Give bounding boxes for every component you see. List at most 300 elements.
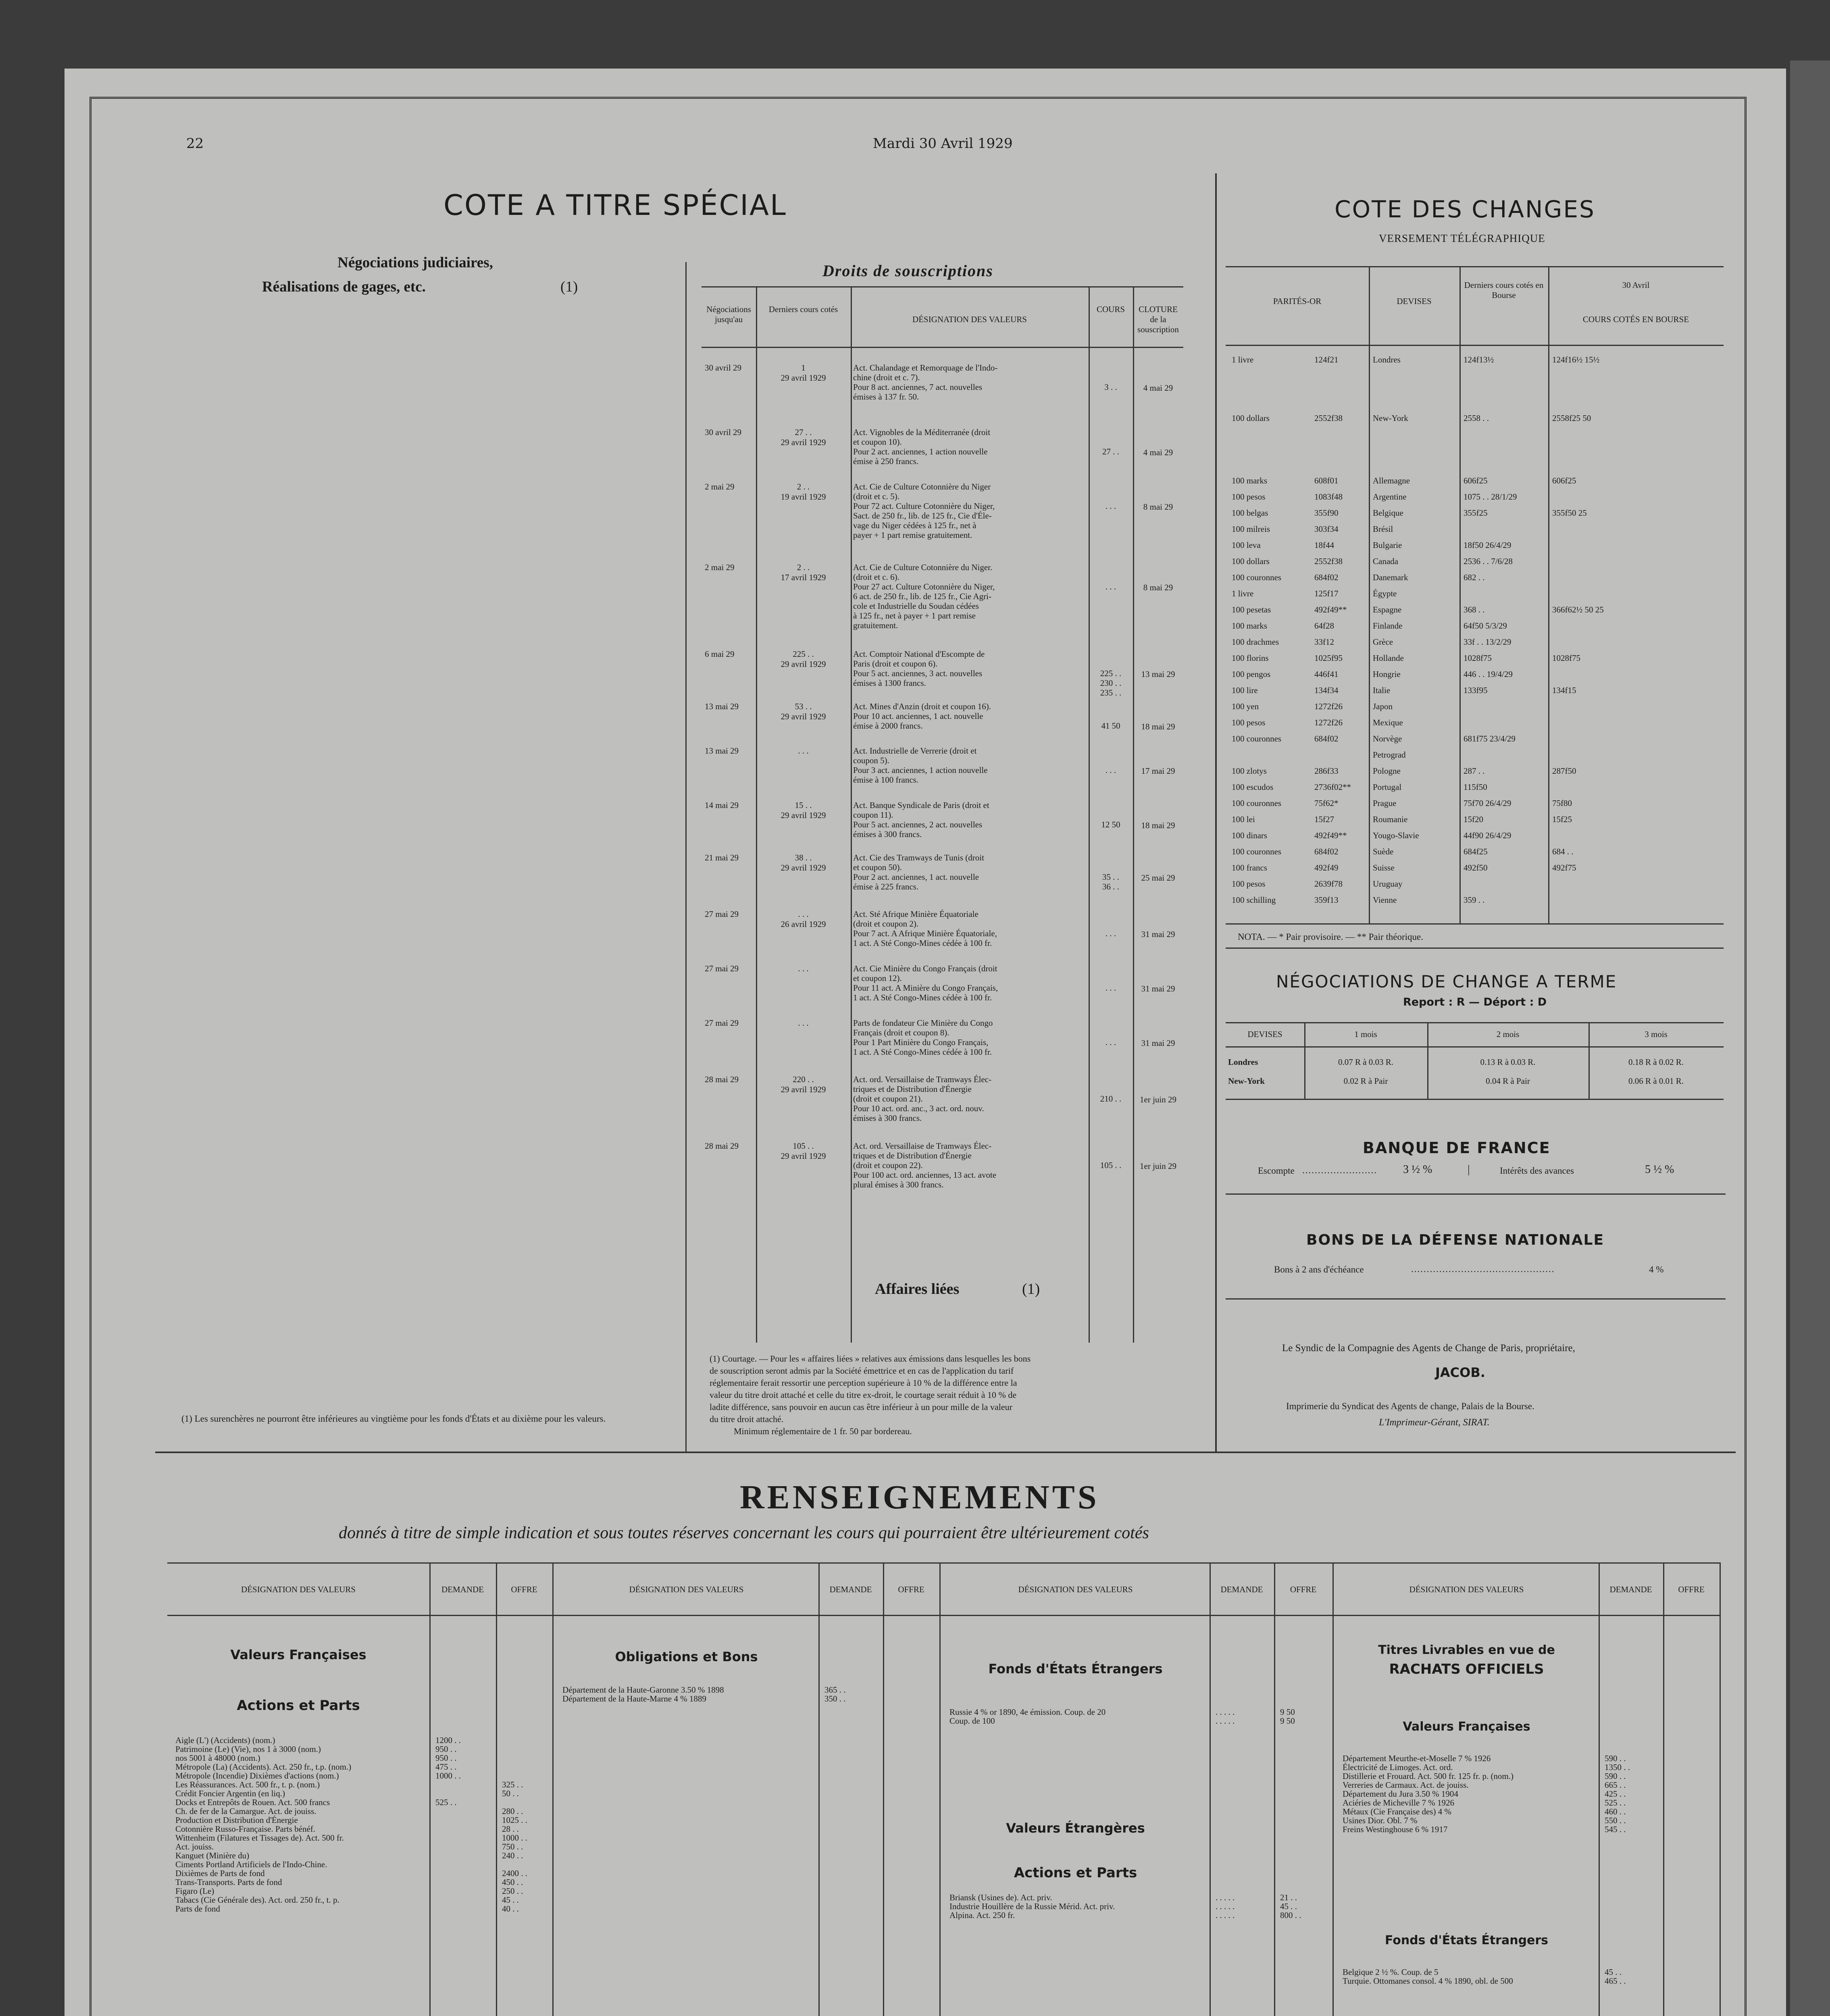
- rens-row-name: Département de la Haute-Garonne 3.50 % 1898: [562, 1685, 724, 1694]
- droits-row-designation: à 125 fr., net à payer + 1 part remise: [853, 611, 976, 621]
- rens-row-name: Verreries de Carmaux. Act. de jouiss.: [1343, 1781, 1469, 1789]
- changes-row-devise: Grèce: [1373, 637, 1393, 647]
- droits-row-designation: (droit et coupon 2).: [853, 919, 919, 929]
- rens-row-name: Distillerie et Frouard. Act. 500 fr. 125 fr. p. (nom.): [1343, 1772, 1514, 1781]
- negociations-heading-2: Réalisations de gages, etc.: [262, 279, 426, 295]
- changes-row-parity: 684f02: [1314, 847, 1339, 856]
- changes-row-cours: 366f62½ 50 25: [1552, 605, 1604, 614]
- droits-row-designation: Pour 1 Part Minière du Congo Français,: [853, 1037, 989, 1047]
- rens-col-rule: [1274, 1562, 1275, 2016]
- changes-row-last: 44f90 26/4/29: [1464, 831, 1511, 840]
- terme-row-1m: 0.02 R à Pair: [1343, 1076, 1388, 1086]
- changes-row-parity: 1272f26: [1314, 702, 1343, 711]
- changes-row-unit: 100 zlotys: [1232, 766, 1267, 776]
- rens-col-header: OFFRE: [511, 1585, 537, 1594]
- changes-row-unit: 1 livre: [1232, 589, 1254, 598]
- rens-col-header: DEMANDE: [1220, 1585, 1263, 1594]
- droits-row-designation: Act. Chalandage et Remorquage de l'Indo-: [853, 363, 998, 373]
- droits-row-last: . . .: [798, 964, 809, 973]
- changes-row-unit: 100 leva: [1232, 540, 1261, 550]
- changes-row-devise: Vienne: [1373, 895, 1397, 905]
- bons-title: BONS DE LA DÉFENSE NATIONALE: [1306, 1232, 1605, 1248]
- droits-row-last: 17 avril 1929: [781, 573, 826, 582]
- interets-label: Intérêts des avances: [1500, 1166, 1574, 1176]
- rens-section-heading: Valeurs Étrangères: [1006, 1820, 1145, 1836]
- changes-row-unit: 100 pesos: [1232, 492, 1266, 502]
- droits-row-close: 13 mai 29: [1141, 669, 1175, 679]
- rens-row-name: Act. jouiss.: [175, 1842, 214, 1851]
- droits-row-designation: Sact. de 250 fr., lib. de 125 fr., Cie d'Éle-: [853, 511, 992, 521]
- droits-row-cours: 230 . .: [1100, 678, 1122, 688]
- changes-row-cours: 606f25: [1552, 476, 1576, 485]
- changes-row-parity: 446f41: [1314, 669, 1339, 679]
- changes-col-rule: [1459, 266, 1461, 923]
- negociations-note: (1): [560, 279, 578, 295]
- divider-renseignements: [155, 1452, 1736, 1453]
- terme-row-devise: New-York: [1228, 1076, 1265, 1086]
- droits-row-designation: Act. Vignobles de la Méditerranée (droit: [853, 427, 991, 437]
- changes-row-parity: 15f27: [1314, 814, 1334, 824]
- changes-row-unit: 100 pengos: [1232, 669, 1271, 679]
- banque-sep: |: [1468, 1163, 1470, 1176]
- droits-row-last: 29 avril 1929: [781, 1085, 826, 1094]
- changes-header-rule: [1226, 345, 1724, 346]
- droits-row-designation: Pour 2 act. anciennes, 1 act. nouvelle: [853, 872, 979, 882]
- droits-row-last: 2 . .: [797, 482, 810, 492]
- rens-row-demande: 1350 . .: [1605, 1762, 1630, 1772]
- changes-row-cours: 2558f25 50: [1552, 413, 1591, 423]
- changes-row-unit: 100 schilling: [1232, 895, 1276, 905]
- terme-row-3m: 0.06 R à 0.01 R.: [1628, 1076, 1684, 1086]
- rens-row-name: Crédit Foncier Argentin (en liq.): [175, 1789, 285, 1798]
- droits-row-cours: 41 50: [1101, 721, 1120, 731]
- changes-row-parity: 2552f38: [1314, 556, 1343, 566]
- courtage-line: réglementaire ferait ressortir une perception supérieure à 10 % de la différence entre la: [710, 1378, 1017, 1388]
- rens-row-name: Aciéries de Micheville 7 % 1926: [1343, 1798, 1454, 1807]
- bons-label: Bons à 2 ans d'échéance: [1274, 1264, 1364, 1275]
- rens-row-name: Département de la Haute-Marne 4 % 1889: [562, 1694, 706, 1703]
- changes-row-devise: Espagne: [1373, 605, 1402, 614]
- droits-row-last: 27 . .: [795, 427, 812, 437]
- droits-row-close: 8 mai 29: [1143, 583, 1173, 592]
- interets-value: 5 ½ %: [1645, 1163, 1674, 1176]
- rens-section-heading: RACHATS OFFICIELS: [1389, 1661, 1544, 1677]
- changes-row-parity: 75f62*: [1314, 798, 1339, 808]
- droits-row-date: 28 mai 29: [705, 1141, 739, 1151]
- terme-col-header: 3 mois: [1645, 1029, 1668, 1039]
- changes-row-unit: 100 florins: [1232, 653, 1269, 663]
- changes-row-parity: 359f13: [1314, 895, 1339, 905]
- negociations-heading-1: Négociations judiciaires,: [337, 254, 493, 271]
- rens-row-name: Département Meurthe-et-Moselle 7 % 1926: [1343, 1754, 1491, 1763]
- droits-row-designation: et coupon 10).: [853, 437, 902, 447]
- changes-row-parity: 18f44: [1314, 540, 1334, 550]
- droits-row-designation: Pour 11 act. A Minière du Congo Français,: [853, 983, 998, 993]
- droits-row-last: 29 avril 1929: [781, 712, 826, 721]
- changes-row-parity: 134f34: [1314, 685, 1339, 695]
- droits-row-designation: émise à 100 francs.: [853, 775, 919, 785]
- rens-row-name: Freins Westinghouse 6 % 1917: [1343, 1825, 1448, 1834]
- droits-row-last: 29 avril 1929: [781, 810, 826, 820]
- rens-row-demande: 950 . .: [435, 1744, 457, 1754]
- changes-row-parity: 64f28: [1314, 621, 1334, 631]
- terme-bottom-rule: [1226, 1099, 1724, 1100]
- rens-row-name: Trans-Transports. Parts de fond: [175, 1878, 282, 1887]
- droits-col-header: DÉSIGNATION DES VALEURS: [912, 314, 1027, 324]
- cote-special-title: COTE A TITRE SPÉCIAL: [443, 189, 787, 222]
- droits-row-close: 18 mai 29: [1141, 821, 1175, 830]
- droits-row-last: 53 . .: [795, 702, 812, 711]
- rens-row-offre: 45 . .: [502, 1895, 519, 1905]
- rens-row-demande: 475 . .: [435, 1762, 457, 1772]
- droits-row-last: . . .: [798, 909, 809, 919]
- droits-col-rule: [1089, 286, 1090, 1343]
- changes-row-last: 368 . .: [1464, 605, 1485, 614]
- rens-row-name: Tabacs (Cie Générale des). Act. ord. 250 fr., t. p.: [175, 1895, 339, 1904]
- rens-row-name: Ciments Portland Artificiels de l'Indo-Chine.: [175, 1860, 327, 1869]
- changes-row-cours: 1028f75: [1552, 653, 1580, 663]
- rens-row-name: Figaro (Le): [175, 1887, 214, 1895]
- droits-row-last: . . .: [798, 746, 809, 756]
- rens-row-name: Parts de fond: [175, 1904, 220, 1913]
- rens-row-demande: 1000 . .: [435, 1771, 461, 1781]
- terme-subtitle: Report : R — Déport : D: [1403, 996, 1547, 1008]
- rens-row-offre: 50 . .: [502, 1789, 519, 1798]
- rens-row-name: Coup. de 100: [949, 1716, 995, 1725]
- affaires-liees-note: (1): [1022, 1281, 1040, 1297]
- changes-row-devise: Hongrie: [1373, 669, 1401, 679]
- terme-row-devise: Londres: [1228, 1057, 1258, 1067]
- droits-row-last: . . .: [798, 1018, 809, 1028]
- changes-row-devise: Suisse: [1373, 863, 1395, 873]
- droits-row-close: 25 mai 29: [1141, 873, 1175, 883]
- rens-section-heading: Obligations et Bons: [615, 1649, 758, 1664]
- droits-row-cours: 210 . .: [1100, 1094, 1122, 1104]
- changes-row-cours: 15f25: [1552, 814, 1572, 824]
- rens-row-demande: 1200 . .: [435, 1735, 461, 1745]
- droits-row-date: 2 mai 29: [705, 562, 735, 572]
- rens-row-offre: 750 . .: [502, 1842, 523, 1851]
- droits-row-designation: Act. ord. Versaillaise de Tramways Élec-: [853, 1141, 992, 1151]
- changes-row-last: 287 . .: [1464, 766, 1485, 776]
- droits-row-close: 1er juin 29: [1140, 1161, 1176, 1171]
- rens-row-name: Métropole (La) (Accidents). Act. 250 fr., t.p. (nom.): [175, 1762, 352, 1771]
- changes-row-devise: Roumanie: [1373, 814, 1408, 824]
- changes-row-devise: Suède: [1373, 847, 1394, 856]
- droits-row-designation: 6 act. de 250 fr., lib. de 125 fr., Cie Agri-: [853, 591, 991, 601]
- droits-row-date: 30 avril 29: [705, 427, 741, 437]
- changes-row-last: 359 . .: [1464, 895, 1485, 905]
- changes-col-rule: [1548, 266, 1549, 923]
- droits-row-cours: . . .: [1105, 765, 1116, 775]
- droits-row-date: 28 mai 29: [705, 1075, 739, 1084]
- rens-section-heading: Valeurs Françaises: [230, 1647, 366, 1662]
- terme-row-1m: 0.07 R à 0.03 R.: [1338, 1057, 1394, 1067]
- changes-row-devise: Norvège: [1373, 734, 1402, 744]
- courtage-line: de souscription seront admis par la Société émettrice et en cas de l'application du tarif: [710, 1366, 1014, 1376]
- changes-row-devise: Bulgarie: [1373, 540, 1402, 550]
- droits-row-designation: émises à 137 fr. 50.: [853, 392, 919, 402]
- droits-col-rule: [851, 286, 852, 1343]
- changes-top-rule: [1226, 266, 1724, 267]
- rens-row-name: Électricité de Limoges. Act. ord.: [1343, 1763, 1453, 1772]
- rens-section-heading: Actions et Parts: [237, 1697, 360, 1714]
- rens-row-name: Alpina. Act. 250 fr.: [949, 1911, 1015, 1920]
- droits-row-designation: 1 act. A Sté Congo-Mines cédée à 100 fr.: [853, 993, 992, 1002]
- droits-row-designation: Pour 2 act. anciennes, 1 action nouvelle: [853, 447, 988, 456]
- rens-top-rule: [167, 1562, 1720, 1564]
- droits-row-designation: émise à 225 francs.: [853, 882, 919, 891]
- droits-row-date: 27 mai 29: [705, 1018, 739, 1028]
- changes-row-cours: 75f80: [1552, 798, 1572, 808]
- droits-row-cours: 3 . .: [1104, 382, 1117, 392]
- droits-row-designation: émise à 250 francs.: [853, 456, 919, 466]
- rens-header-rule: [167, 1615, 1720, 1616]
- changes-row-last: 2536 . . 7/6/28: [1464, 556, 1513, 566]
- droits-row-designation: Pour 27 act. Culture Cotonnière du Niger,: [853, 582, 995, 591]
- banque-rule: [1226, 1193, 1726, 1195]
- droits-row-designation: Pour 10 act. ord. anc., 3 act. ord. nouv.: [853, 1104, 984, 1113]
- droits-row-close: 4 mai 29: [1143, 448, 1173, 457]
- rens-section-heading: Valeurs Françaises: [1403, 1720, 1530, 1734]
- changes-row-last: 446 . . 19/4/29: [1464, 669, 1513, 679]
- droits-row-date: 14 mai 29: [705, 800, 739, 810]
- changes-row-last: 115f50: [1464, 782, 1487, 792]
- droits-row-cours: . . .: [1105, 983, 1116, 993]
- rens-col-rule: [1332, 1562, 1334, 2016]
- changes-row-last: 64f50 5/3/29: [1464, 621, 1507, 631]
- rens-row-offre: 40 . .: [502, 1904, 519, 1914]
- changes-row-parity: 2639f78: [1314, 879, 1343, 889]
- droits-row-last: 19 avril 1929: [781, 492, 826, 502]
- courtage-note: [710, 1353, 1193, 1437]
- changes-col-rule: [1369, 266, 1370, 923]
- terme-top-rule: [1226, 1022, 1724, 1023]
- droits-row-date: 30 avril 29: [705, 363, 741, 373]
- changes-row-last: 684f25: [1464, 847, 1488, 856]
- droits-row-designation: Act. Cie des Tramways de Tunis (droit: [853, 853, 984, 862]
- droits-row-designation: Paris (droit et coupon 6).: [853, 659, 938, 669]
- rens-row-offre: 45 . .: [1280, 1901, 1297, 1911]
- changes-subtitle: VERSEMENT TÉLÉGRAPHIQUE: [1379, 232, 1545, 244]
- escompte-value: 3 ½ %: [1403, 1163, 1432, 1176]
- droits-row-last: 29 avril 1929: [781, 1151, 826, 1161]
- escompte-dots: ........................: [1302, 1165, 1377, 1175]
- changes-row-parity: 608f01: [1314, 476, 1339, 485]
- rens-row-name: Briansk (Usines de). Act. priv.: [949, 1893, 1052, 1902]
- rens-col-header: DEMANDE: [1609, 1585, 1652, 1594]
- changes-row-devise: Brésil: [1373, 524, 1393, 534]
- droits-row-designation: émises à 1300 francs.: [853, 678, 926, 688]
- bons-dots: ..............................................: [1411, 1264, 1555, 1274]
- changes-row-last: 18f50 26/4/29: [1464, 540, 1511, 550]
- rens-row-name: Turquie. Ottomanes consol. 4 % 1890, obl. de 500: [1343, 1976, 1513, 1985]
- droits-row-close: 18 mai 29: [1141, 722, 1175, 731]
- terme-row-2m: 0.13 R à 0.03 R.: [1480, 1057, 1536, 1067]
- changes-row-devise: Belgique: [1373, 508, 1403, 518]
- droits-row-date: 27 mai 29: [705, 964, 739, 973]
- changes-row-devise: Finlande: [1373, 621, 1403, 631]
- changes-row-parity: 33f12: [1314, 637, 1334, 647]
- droits-row-designation: gratuitement.: [853, 621, 898, 630]
- rens-row-name: Belgique 2 ½ %. Coup. de 5: [1343, 1968, 1439, 1976]
- terme-col-header: DEVISES: [1247, 1029, 1282, 1039]
- droits-row-designation: chine (droit et c. 7).: [853, 373, 920, 382]
- courtage-line: du titre droit attaché.: [710, 1414, 784, 1424]
- rens-col-header: OFFRE: [1678, 1585, 1705, 1594]
- changes-row-last: 75f70 26/4/29: [1464, 798, 1511, 808]
- rens-row-demande: 465 . .: [1605, 1976, 1626, 1986]
- rens-row-name: Aigle (L') (Accidents) (nom.): [175, 1736, 275, 1745]
- rens-row-name: Ch. de fer de la Camargue. Act. de jouiss.: [175, 1807, 316, 1816]
- rens-col-header: DÉSIGNATION DES VALEURS: [1018, 1585, 1133, 1594]
- changes-row-cours: 287f50: [1552, 766, 1576, 776]
- escompte-label: Escompte: [1258, 1166, 1295, 1176]
- changes-row-unit: 100 couronnes: [1232, 798, 1282, 808]
- droits-row-designation: Act. Banque Syndicale de Paris (droit et: [853, 800, 989, 810]
- changes-row-devise: Uruguay: [1373, 879, 1403, 889]
- changes-row-devise: Égypte: [1373, 589, 1397, 598]
- rens-row-name: Kanguet (Minière du): [175, 1851, 250, 1860]
- rens-row-name: Département du Jura 3.50 % 1904: [1343, 1789, 1458, 1798]
- droits-row-designation: Pour 7 act. A Afrique Minière Équatoriale,: [853, 929, 997, 938]
- changes-row-unit: 100 couronnes: [1232, 847, 1282, 856]
- changes-row-unit: 100 belgas: [1232, 508, 1268, 518]
- changes-row-cours: 492f75: [1552, 863, 1576, 873]
- rens-row-name: Docks et Entrepôts de Rouen. Act. 500 francs: [175, 1798, 330, 1807]
- droits-row-designation: coupon 5).: [853, 756, 889, 765]
- syndic-name: JACOB.: [1435, 1365, 1485, 1380]
- droits-row-designation: Act. Industrielle de Verrerie (droit et: [853, 746, 977, 756]
- syndic-line1: Le Syndic de la Compagnie des Agents de Change de Paris, propriétaire,: [1282, 1343, 1575, 1354]
- droits-row-close: 31 mai 29: [1141, 929, 1175, 939]
- changes-row-devise: Canada: [1373, 556, 1398, 566]
- changes-row-last: 1028f75: [1464, 653, 1492, 663]
- rens-row-demande: 590 . .: [1605, 1771, 1626, 1781]
- droits-row-last: 225 . .: [793, 649, 814, 659]
- droits-row-cours: 235 . .: [1100, 688, 1122, 698]
- changes-row-devise: Londres: [1373, 355, 1401, 364]
- changes-row-parity: 124f21: [1314, 355, 1339, 364]
- changes-row-parity: 2736f02**: [1314, 782, 1351, 792]
- changes-row-devise: Danemark: [1373, 573, 1408, 582]
- droits-row-cours: 35 . .: [1102, 872, 1119, 882]
- rens-row-demande: 425 . .: [1605, 1789, 1626, 1799]
- changes-row-unit: 100 couronnes: [1232, 573, 1282, 582]
- changes-row-unit: 100 marks: [1232, 476, 1268, 485]
- page-number: 22: [186, 135, 204, 152]
- changes-row-cours: 684 . .: [1552, 847, 1574, 856]
- rens-col-header: DÉSIGNATION DES VALEURS: [629, 1585, 744, 1594]
- droits-row-designation: Pour 3 act. anciennes, 1 action nouvelle: [853, 765, 988, 775]
- droits-col-header: Derniers cours cotés: [768, 304, 838, 314]
- rens-row-offre: 800 . .: [1280, 1910, 1301, 1920]
- rens-row-name: Métaux (Cie Française des) 4 %: [1343, 1807, 1451, 1816]
- droits-row-designation: et coupon 50).: [853, 862, 902, 872]
- changes-row-parity: 1272f26: [1314, 718, 1343, 727]
- changes-row-parity: 684f02: [1314, 573, 1339, 582]
- changes-row-unit: 100 milreis: [1232, 524, 1270, 534]
- droits-row-last: 26 avril 1929: [781, 919, 826, 929]
- rens-col-header: DÉSIGNATION DES VALEURS: [241, 1585, 356, 1594]
- rens-col-header: DÉSIGNATION DES VALEURS: [1409, 1585, 1524, 1594]
- rens-row-demande: . . . . .: [1216, 1707, 1235, 1717]
- changes-row-devise: New-York: [1373, 413, 1408, 423]
- changes-row-unit: 100 francs: [1232, 863, 1268, 873]
- droits-row-designation: Act. Cie de Culture Cotonnière du Niger.: [853, 562, 993, 572]
- droits-row-last: 105 . .: [793, 1141, 814, 1151]
- changes-row-devise: Hollande: [1373, 653, 1404, 663]
- terme-col-header: 2 mois: [1496, 1029, 1520, 1039]
- droits-row-designation: Act. Comptoir National d'Escompte de: [853, 649, 985, 659]
- rens-row-name: Dixièmes de Parts de fond: [175, 1869, 265, 1878]
- changes-row-last: 15f20: [1464, 814, 1483, 824]
- rens-row-demande: . . . . .: [1216, 1910, 1235, 1920]
- changes-row-parity: 1025f95: [1314, 653, 1343, 663]
- rens-row-name: nos 5001 à 48000 (nom.): [175, 1754, 260, 1762]
- rens-row-offre: 1000 . .: [502, 1833, 527, 1843]
- droits-row-designation: Pour 8 act. anciennes, 7 act. nouvelles: [853, 382, 983, 392]
- droits-row-designation: Act. Cie de Culture Cotonnière du Niger: [853, 482, 991, 492]
- changes-row-parity: 2552f38: [1314, 413, 1343, 423]
- rens-row-offre: 21 . .: [1280, 1893, 1297, 1902]
- rens-col-rule: [939, 1562, 941, 2016]
- droits-row-last: 29 avril 1929: [781, 863, 826, 873]
- rens-section-heading: Titres Livrables en vue de: [1378, 1643, 1555, 1657]
- left-footnote: (1) Les surenchères ne pourront être inférieures au vingtième pour les fonds d'États et au dixième pour les valeurs.: [181, 1414, 606, 1424]
- rens-section-heading: Actions et Parts: [1014, 1865, 1137, 1881]
- renseignements-subtitle: donnés à titre de simple indication et sous toutes réserves concernant les cours qui pourraient être ultérieurement cotés: [339, 1524, 1149, 1542]
- rens-row-demande: 525 . .: [1605, 1798, 1626, 1808]
- droits-row-designation: Pour 100 act. ord. anciennes, 13 act. avote: [853, 1170, 997, 1180]
- droits-row-designation: Act. Sté Afrique Minière Équatoriale: [853, 909, 978, 919]
- changes-row-last: 682 . .: [1464, 573, 1485, 582]
- rens-row-offre: 450 . .: [502, 1877, 523, 1887]
- rens-row-demande: 545 . .: [1605, 1824, 1626, 1834]
- changes-row-devise: Pologne: [1373, 766, 1401, 776]
- rens-row-offre: 28 . .: [502, 1824, 519, 1834]
- changes-row-unit: 100 pesos: [1232, 879, 1266, 889]
- affaires-liees-heading: Affaires liées: [875, 1281, 960, 1297]
- droits-row-cours: . . .: [1105, 929, 1116, 938]
- changes-row-last: 355f25: [1464, 508, 1488, 518]
- droits-row-date: 2 mai 29: [705, 482, 735, 492]
- bons-value: 4 %: [1649, 1264, 1664, 1275]
- changes-row-unit: 100 dollars: [1232, 556, 1270, 566]
- rens-row-name: Wittenheim (Filatures et Tissages de). Act. 500 fr.: [175, 1833, 344, 1842]
- changes-row-cours: 124f16½ 15½: [1552, 355, 1600, 364]
- droits-row-date: 13 mai 29: [705, 702, 739, 711]
- rens-row-offre: 250 . .: [502, 1886, 523, 1896]
- page-date: Mardi 30 Avril 1929: [873, 135, 1013, 152]
- droits-row-designation: triques et de Distribution d'Énergie: [853, 1084, 972, 1094]
- rens-row-name: Cotonnière Russo-Française. Parts bénéf.: [175, 1824, 316, 1833]
- droits-row-last: 220 . .: [793, 1075, 814, 1084]
- changes-row-cours: 134f15: [1552, 685, 1576, 695]
- rens-row-demande: 590 . .: [1605, 1754, 1626, 1763]
- droits-row-cours: . . .: [1105, 582, 1116, 591]
- rens-row-name: Usines Dior. Obl. 7 %: [1343, 1816, 1418, 1825]
- droits-col-header: COURS: [1096, 304, 1125, 314]
- changes-row-last: 492f50: [1464, 863, 1488, 873]
- droits-row-cours: 27 . .: [1102, 447, 1119, 456]
- rens-col-header: DEMANDE: [441, 1585, 484, 1594]
- rens-row-name: Production et Distribution d'Énergie: [175, 1816, 298, 1824]
- rens-row-offre: 240 . .: [502, 1851, 523, 1860]
- droits-row-designation: Act. Cie Minière du Congo Français (droit: [853, 964, 997, 973]
- changes-row-unit: 100 drachmes: [1232, 637, 1279, 647]
- droits-row-designation: payer + 1 part remise gratuitement.: [853, 530, 972, 540]
